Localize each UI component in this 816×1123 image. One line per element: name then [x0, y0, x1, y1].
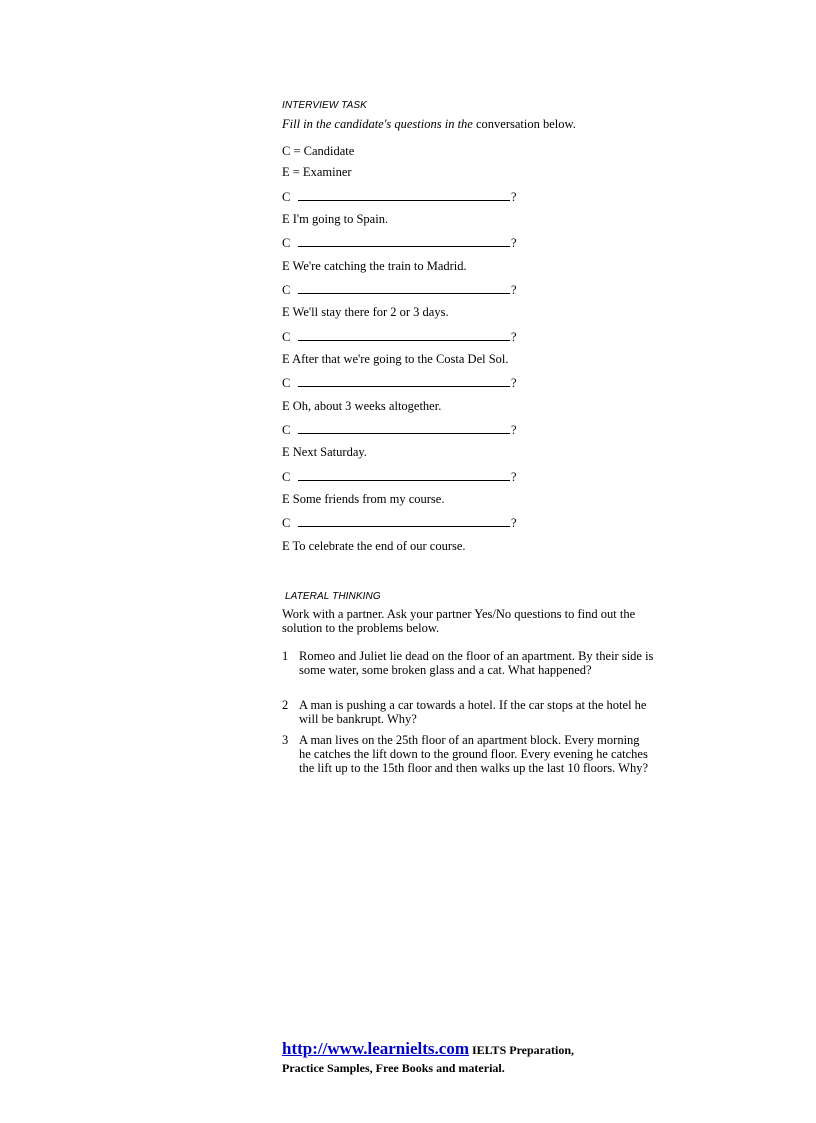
problem-item [282, 649, 654, 677]
candidate-question-row [282, 282, 517, 298]
candidate-label: C [282, 236, 291, 250]
candidate-question-row [282, 329, 517, 345]
problem-item [282, 698, 654, 726]
candidate-label: C [282, 190, 291, 204]
candidate-label: C [282, 330, 291, 344]
candidate-question-row [282, 422, 517, 438]
candidate-label: C [282, 376, 291, 390]
lateral-intro: Work with a partner. Ask your partner Yes/No questions to find out the solution to the problems below. [282, 607, 636, 635]
problem-text: A man lives on the 25th floor of an apartment block. Every morning he catches the lift down to the ground floor. Every evening he catches the lift up to the 15th floor and then walks up the last 10 floors. Why? [299, 733, 649, 775]
candidate-question-row [282, 189, 517, 205]
candidate-label: C [282, 516, 291, 530]
candidate-label: C [282, 470, 291, 484]
problem-number: 1 [282, 649, 289, 663]
answer-blank[interactable] [298, 235, 510, 247]
question-mark: ? [511, 330, 517, 344]
legend-candidate: C = Candidate [282, 144, 355, 158]
examiner-answer: E To celebrate the end of our course. [282, 539, 466, 553]
examiner-answer: E We'll stay there for 2 or 3 days. [282, 305, 449, 319]
question-mark: ? [511, 376, 517, 390]
footer-line2: Practice Samples, Free Books and material. [282, 1061, 505, 1075]
examiner-answer: E Some friends from my course. [282, 492, 445, 506]
answer-blank[interactable] [298, 375, 510, 387]
examiner-answer: E After that we're going to the Costa Del Sol. [282, 352, 509, 366]
answer-blank[interactable] [298, 189, 510, 201]
footer-line1: IELTS Preparation, [468, 1043, 575, 1057]
problem-item [282, 733, 654, 775]
website-link[interactable]: http://www.learnielts.com [282, 1039, 469, 1058]
question-mark: ? [511, 470, 517, 484]
problem-number: 2 [282, 698, 289, 712]
candidate-question-row [282, 235, 517, 251]
interview-heading: INTERVIEW TASK [282, 100, 367, 111]
examiner-answer: E I'm going to Spain. [282, 212, 389, 226]
candidate-label: C [282, 423, 291, 437]
examiner-answer: E Oh, about 3 weeks altogether. [282, 399, 442, 413]
candidate-label: C [282, 283, 291, 297]
instruction-italic: Fill in the candidate's questions in the [282, 117, 473, 131]
candidate-question-row [282, 469, 517, 485]
candidate-question-row [282, 375, 517, 391]
question-mark: ? [511, 283, 517, 297]
examiner-answer: E We're catching the train to Madrid. [282, 259, 467, 273]
question-mark: ? [511, 236, 517, 250]
problem-text: Romeo and Juliet lie dead on the floor of an apartment. By their side is some water, some broken glass and a cat. What happened? [299, 649, 654, 677]
question-mark: ? [511, 423, 517, 437]
question-mark: ? [511, 516, 517, 530]
answer-blank[interactable] [298, 469, 510, 481]
candidate-question-row [282, 515, 517, 531]
problem-text: A man is pushing a car towards a hotel. If the car stops at the hotel he will be bankrupt. Why? [299, 698, 647, 726]
problem-number: 3 [282, 733, 289, 747]
footer [282, 1040, 574, 1077]
answer-blank[interactable] [298, 282, 510, 294]
question-mark: ? [511, 190, 517, 204]
interview-instruction [282, 117, 576, 132]
answer-blank[interactable] [298, 422, 510, 434]
examiner-answer: E Next Saturday. [282, 445, 367, 459]
answer-blank[interactable] [298, 329, 510, 341]
legend-examiner: E = Examiner [282, 165, 352, 179]
instruction-regular: conversation below. [472, 117, 576, 131]
lateral-heading: LATERAL THINKING [285, 591, 381, 602]
answer-blank[interactable] [298, 515, 510, 527]
